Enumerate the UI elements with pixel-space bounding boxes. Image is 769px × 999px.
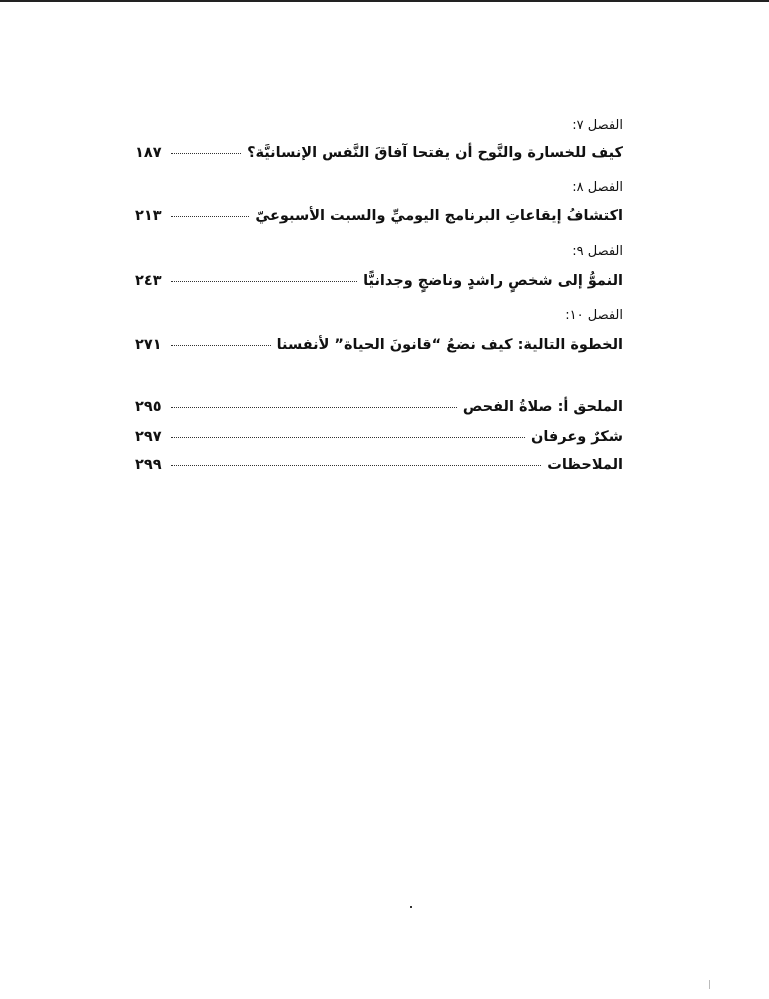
toc-entry[interactable] <box>135 145 623 161</box>
dot-leader <box>171 437 525 438</box>
toc-title: كيف للخسارة والنَّوح أن يفتحا آفاقَ النَّفس الإنسانيَّة؟ <box>247 145 623 161</box>
toc-title: الخطوة التالية: كيف نضعُ “قانونَ الحياة” لأنفسنا <box>276 337 623 353</box>
dot-leader <box>171 407 457 408</box>
toc-page: ١٨٧ <box>135 145 162 161</box>
dot-leader <box>171 216 249 217</box>
top-border <box>0 0 769 2</box>
toc-title: شكرٌ وعرفان <box>530 429 623 445</box>
dot-leader <box>171 153 241 154</box>
toc-title: الملحق أ: صلاةُ الفحص <box>462 399 623 415</box>
toc-title: النموُّ إلى شخصٍ راشدٍ وناضجٍ وجدانيًّا <box>363 273 623 289</box>
toc-entry[interactable] <box>135 273 623 289</box>
toc-page: ٢١٣ <box>135 208 162 224</box>
toc-page: ٢٩٥ <box>135 399 162 415</box>
toc-entry[interactable] <box>135 399 623 415</box>
toc-page: ٢٤٣ <box>135 273 162 289</box>
chapter-label: الفصل ١٠: <box>565 308 623 323</box>
toc-page: ٢٧١ <box>135 337 162 353</box>
toc-entry[interactable] <box>135 208 623 224</box>
dot-leader <box>171 465 541 466</box>
toc-page: ٢٩٩ <box>135 457 162 473</box>
toc-entry[interactable] <box>135 457 623 473</box>
toc-entry[interactable] <box>135 429 623 445</box>
toc-title: الملاحظات <box>547 457 623 473</box>
chapter-label: الفصل ٩: <box>572 244 623 259</box>
page-footer-mark <box>410 906 412 908</box>
toc-title: اكتشافُ إيقاعاتِ البرنامج اليوميِّ والسبت الأسبوعيّ <box>255 208 623 224</box>
dot-leader <box>171 281 357 282</box>
chapter-label: الفصل ٨: <box>572 180 623 195</box>
toc-page: ٢٩٧ <box>135 429 162 445</box>
toc-entry[interactable] <box>135 337 623 353</box>
dot-leader <box>171 345 271 346</box>
chapter-label: الفصل ٧: <box>572 118 623 133</box>
scan-mark <box>709 980 710 989</box>
